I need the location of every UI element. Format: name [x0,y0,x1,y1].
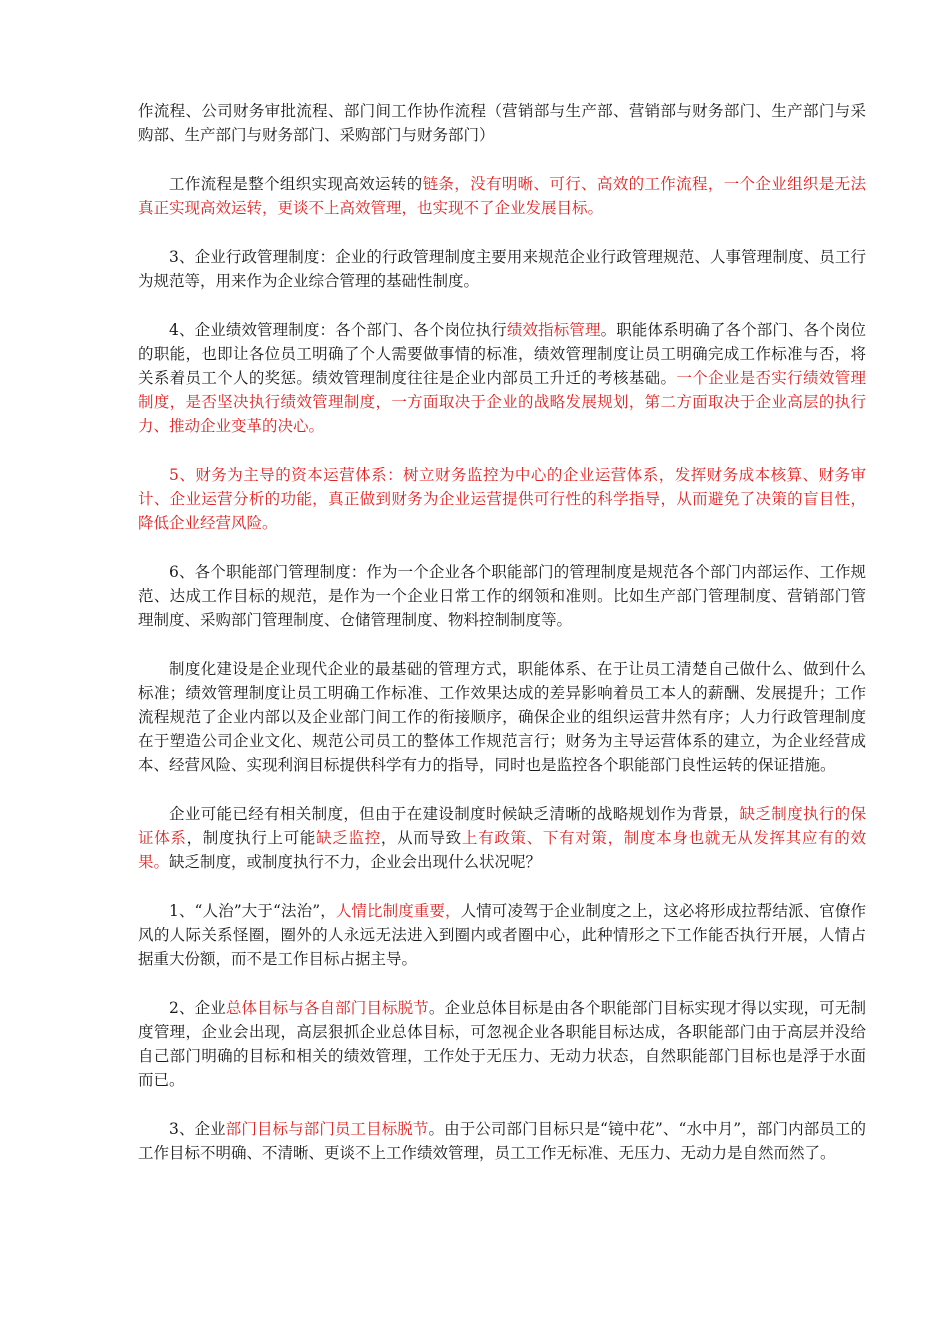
body-text: 。企业总体目标是由各个职能部门目标实现才得以实现，可无制度管理，企业会出现，高层狠抓企业总体目标，可忽视企业各职能目标达成，各职能部门由于高层并没给自己部门明确的目标和相关的绩效管理，工作处于无压力、无动力状态，自然职能部门目标也是浮于水面而已。 [138,999,866,1089]
body-text: 2、企业 [169,999,226,1017]
highlighted-text: 绩效指标管理 [506,321,601,339]
highlighted-text: 缺乏监控 [316,829,381,847]
highlighted-text: 一个企业是否实行绩效管理制度，是否坚决执行绩效管理制度，一方面取决于企业的战略发展规划，第二方面取决于企业高层的执行力、推动企业变革的决心。 [138,369,866,435]
paragraph-item-6-departments [138,560,866,632]
body-text: 人情可凌驾于企业制度之上，这必将形成拉帮结派、官僚作风的人际关系怪圈，圈外的人永远无法进入到圈内或者圈中心，此种情形之下工作能否执行开展，人情占据重大份额，而不是工作目标占据主导。 [138,902,866,968]
body-text: 企业可能已经有相关制度，但由于在建设制度时候缺乏清晰的战略规划作为背景， [169,805,740,823]
paragraph-issue-3 [138,1117,866,1165]
paragraph-lack-of-system [138,802,866,874]
document-page [138,99,866,1190]
body-text: 工作流程是整个组织实现高效运转的 [169,175,423,193]
body-text: 6、各个职能部门管理制度：作为一个企业各个职能部门的管理制度是规范各个部门内部运作、工作规范、达成工作目标的规范，是作为一个企业日常工作的纲领和准则。比如生产部门管理制度、营销部门管理制度、采购部门管理制度、仓储管理制度、物料控制制度等。 [138,563,866,629]
highlighted-text: 部门目标与部门员工目标脱节 [225,1120,429,1138]
body-text: ，制度执行上可能 [186,829,317,847]
body-text: 。由于公司部门目标只是“镜中花”、“水中月”，部门内部员工的工作目标不明确、不清晰、更谈不上工作绩效管理，员工工作无标准、无压力、无动力是自然而然了。 [138,1120,866,1162]
paragraph-item-3-admin [138,245,866,293]
body-text: 作流程、公司财务审批流程、部门间工作协作流程（营销部与生产部、营销部与财务部门、生产部门与采购部、生产部门与财务部门、采购部门与财务部门） [138,102,866,144]
paragraph-item-5-finance [138,463,866,535]
body-text: 缺乏制度，或制度执行不力，企业会出现什么状况呢？ [169,853,542,871]
paragraph-institution-building [138,657,866,777]
highlighted-text: 上有政策、下有对策，制度本身也就无从发挥其应有的效果。 [138,829,866,871]
paragraph-item-4-performance [138,318,866,438]
paragraph-issue-2 [138,996,866,1092]
paragraph-issue-1 [138,899,866,971]
body-text: 制度化建设是企业现代企业的最基础的管理方式，职能体系、在于让员工清楚自己做什么、做到什么标准；绩效管理制度让员工明确工作标准、工作效果达成的差异影响着员工本人的薪酬、发展提升；工作流程规范了企业内部以及企业部门间工作的衔接顺序，确保企业的组织运营井然有序；人力行政管理制度在于塑造公司企业文化、规范公司员工的整体工作规范言行；财务为主导运营体系的建立，为企业经营成本、经营风险、实现利润目标提供科学有力的指导，同时也是监控各个职能部门良性运转的保证措施。 [138,660,866,774]
highlighted-text: 人情比制度重要， [335,902,461,920]
highlighted-text: 链条，没有明晰、可行、高效的工作流程，一个企业组织是无法真正实现高效运转，更谈不上高效管理，也实现不了企业发展目标。 [138,175,866,217]
body-text: 4、企业绩效管理制度：各个部门、各个岗位执行 [169,321,507,339]
body-text: 3、企业 [169,1120,226,1138]
body-text: 1、“人治”大于“法治”， [169,902,336,920]
body-text: 3、企业行政管理制度：企业的行政管理制度主要用来规范企业行政管理规范、人事管理制度、员工行为规范等，用来作为企业综合管理的基础性制度。 [138,248,866,290]
paragraph-flow-chain [138,172,866,220]
body-text: ，从而导致 [380,829,462,847]
highlighted-text: 缺乏制度执行的保证体系 [138,805,866,847]
highlighted-text: 5、财务为主导的资本运营体系：树立财务监控为中心的企业运营体系，发挥财务成本核算、财务审计、企业运营分析的功能，真正做到财务为企业运营提供可行性的科学指导，从而避免了决策的盲目性，降低企业经营风险。 [138,466,866,532]
body-text: 。职能体系明确了各个部门、各个岗位的职能，也即让各位员工明确了个人需要做事情的标准，绩效管理制度让员工明确完成工作标准与否，将关系着员工个人的奖惩。绩效管理制度往往是企业内部员工升迁的考核基础。 [138,321,866,387]
paragraph-flow-list [138,99,866,147]
highlighted-text: 总体目标与各自部门目标脱节 [225,999,429,1017]
